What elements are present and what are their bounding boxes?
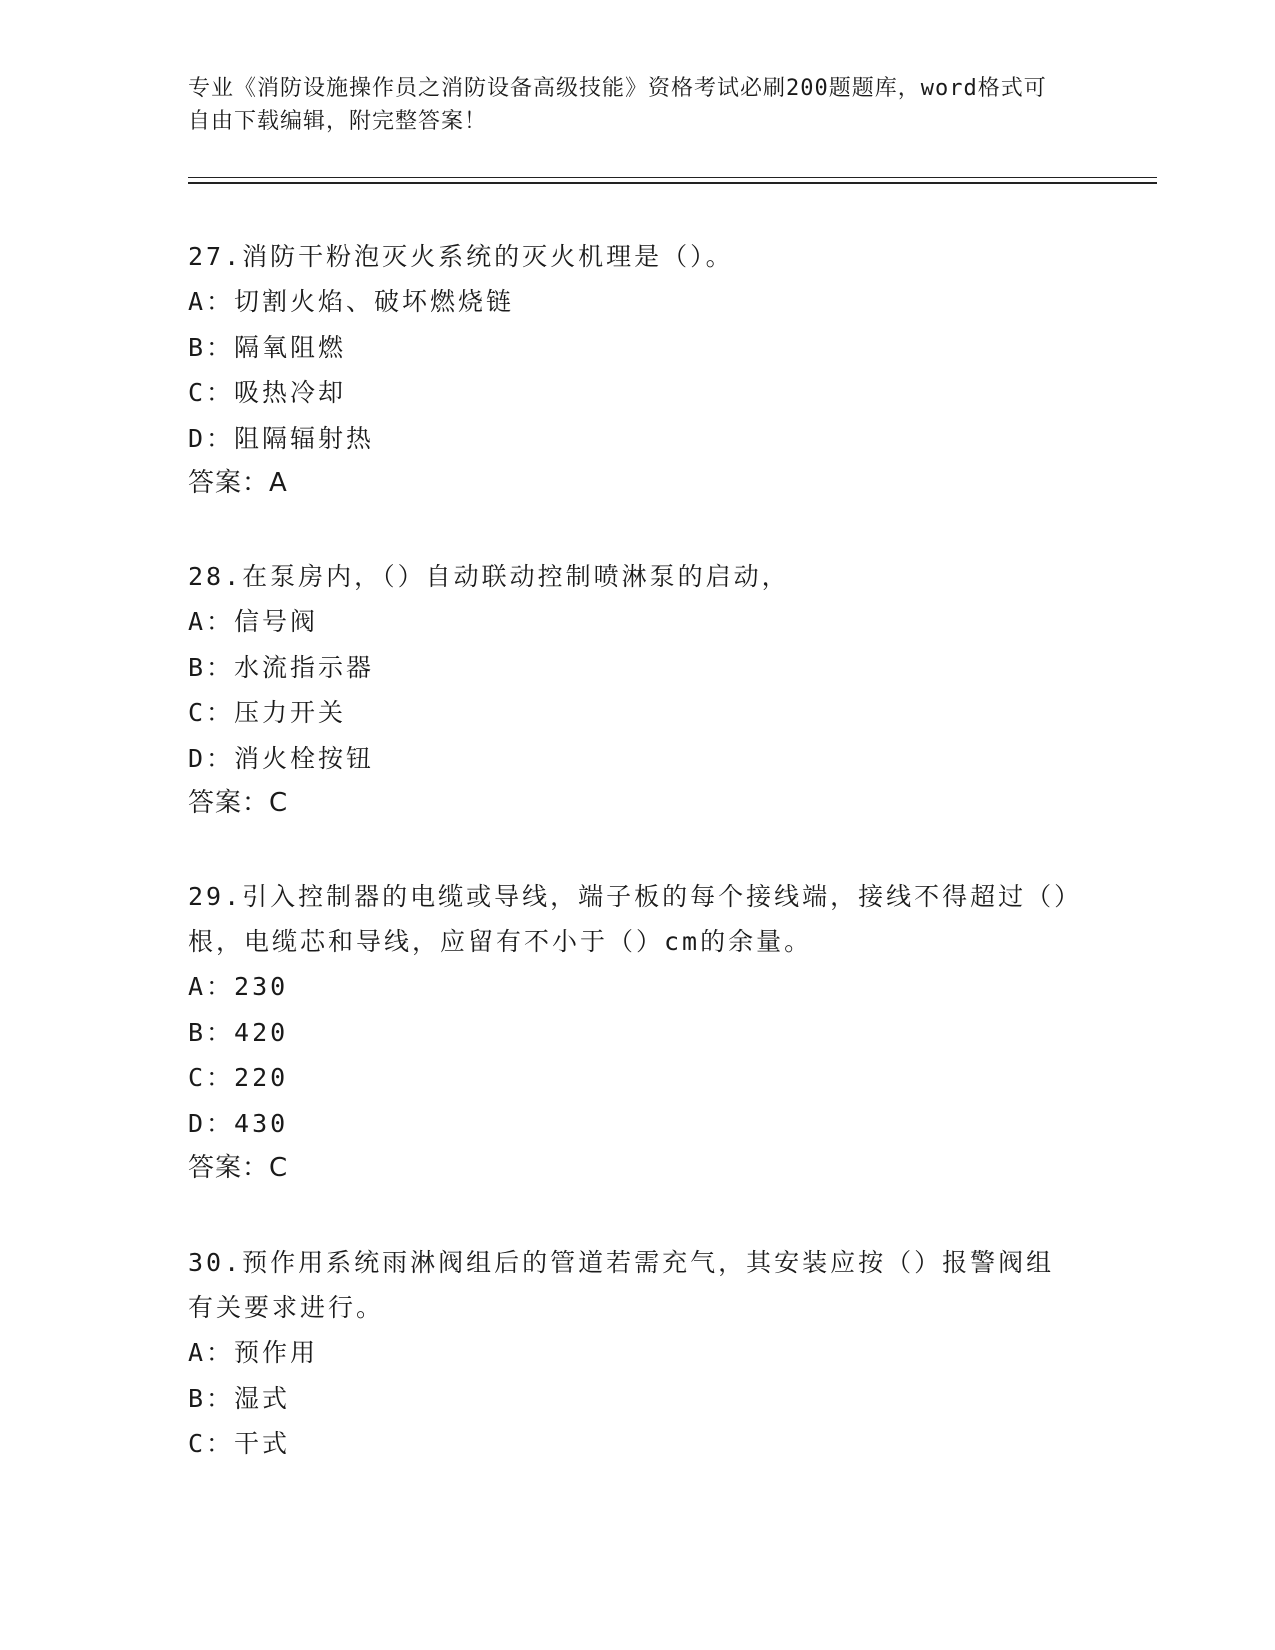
option-c: C：干式: [188, 1429, 291, 1458]
question-stem: 28.在泵房内，（）自动联动控制喷淋泵的启动，: [188, 562, 790, 591]
answer-line: 答案：C: [188, 1153, 289, 1183]
option-c: C：220: [188, 1063, 289, 1092]
option-c: C：吸热冷却: [188, 378, 347, 407]
option-c: C：压力开关: [188, 698, 347, 727]
option-b: B：420: [188, 1017, 289, 1047]
option-d: D：阻隔辐射热: [188, 423, 375, 453]
question-stem: 30.预作用系统雨淋阀组后的管道若需充气，其安装应按（）报警阀组有关要求进行。: [188, 1248, 1055, 1322]
option-b: B：水流指示器: [188, 652, 375, 682]
answer-line: 答案：A: [188, 468, 288, 498]
option-a: A：230: [188, 972, 289, 1001]
answer-line: 答案：C: [188, 788, 289, 818]
question-29: [188, 874, 1078, 1191]
document-header: 专业《消防设施操作员之消防设备高级技能》资格考试必刷200题题库，word格式可自由下载编辑，附完整答案！: [188, 76, 1047, 134]
header-divider-thick: [188, 182, 1157, 184]
question-28: [188, 554, 1078, 826]
header-divider-thin: [188, 177, 1157, 178]
option-b: B：隔氧阻燃: [188, 332, 347, 362]
question-30: [188, 1240, 1078, 1467]
option-a: A：切割火焰、破坏燃烧链: [188, 287, 515, 316]
question-27: [188, 234, 1078, 506]
option-b: B：湿式: [188, 1383, 291, 1413]
option-d: D：430: [188, 1108, 289, 1138]
option-a: A：信号阀: [188, 607, 319, 636]
option-d: D：消火栓按钮: [188, 743, 375, 773]
option-a: A：预作用: [188, 1338, 319, 1367]
question-stem: 29.引入控制器的电缆或导线，端子板的每个接线端，接线不得超过（）根，电缆芯和导线，应留有不小于（）cm的余量。: [188, 882, 1070, 956]
question-stem: 27.消防干粉泡灭火系统的灭火机理是（）。: [188, 242, 734, 271]
